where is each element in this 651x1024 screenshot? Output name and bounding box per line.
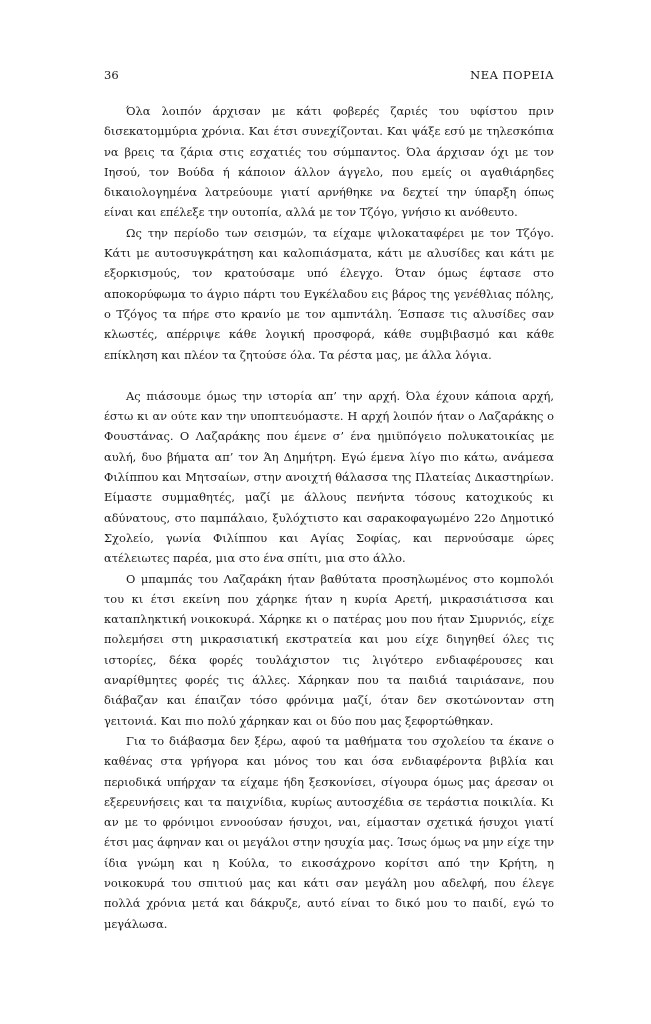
body-text xyxy=(104,101,554,934)
page-header xyxy=(104,68,554,84)
paragraph: Ο μπαμπάς του Λαζαράκη ήταν βαθύτατα προσηλωμένος στο κομπολόι του κι έτσι εκείνη που χάρηκε ήταν η κυρία Αρετή, μικρασιάτισσα και καταπληκτική νοικοκυρά. Χάρηκε κι ο πατέρας μου που ήταν Σμυρνιός, είχε πολεμήσει στη μικρασιατική εκστρατεία και μου είχε διηγηθεί όλες τις ιστορίες, δέκα φορές τουλάχιστον τις λιγότερο ενδιαφέρουσες και αναρίθμητες φορές τις άλλες. Χάρηκαν που τα παιδιά ταιριάσανε, που διάβαζαν και έπαιζαν τόσο φρόνιμα μαζί, όταν δεν σκοτώνονταν στη γειτονιά. Και πιο πολύ χάρηκαν και οι δύο που μας ξεφορτώθηκαν. xyxy=(104,571,554,728)
section-break xyxy=(104,365,554,386)
running-title: ΝΕΑ ΠΟΡΕΙΑ xyxy=(470,68,554,82)
paragraph: Ως την περίοδο των σεισμών, τα είχαμε ψιλοκαταφέρει με τον Τζόγο. Κάτι με αυτοσυγκράτηση και καλοπιάσματα, κάτι με αλυσίδες και κάτι με εξορκισμούς, τον κρατούσαμε υπό έλεγχο. Όταν όμως έφτασε στο αποκορύφωμα το άγριο πάρτι του Εγκέλαδου εις βάρος της γενέθλιας πόλης, ο Τζόγος τα πήρε στο κρανίο με τον αμπντάλη. Έσπασε τις αλυσίδες σαν κλωστές, απέρριψε κάθε λογική προσφορά, κάθε συμβιβασμό και κάθε επίκληση και πλέον τα ζητούσε όλα. Τα ρέστα μας, με άλλα λόγια. xyxy=(104,225,554,362)
page-number: 36 xyxy=(104,68,119,82)
paragraph: Για το διάβασμα δεν ξέρω, αφού τα μαθήματα του σχολείου τα έκανε ο καθένας στα γρήγορα και μόνος του και όσα ενδιαφέροντα βιβλία και περιοδικά υπήρχαν τα είχαμε ήδη ξεσκονίσει, σίγουρα όμως μας άρεσαν οι εξερευνήσεις και τα παιχνίδια, κυρίως αυτοσχέδια σε τεράστια ποικιλία. Κι αν με το φρόνιμοι εννοούσαν ήσυχοι, ναι, είμασταν σχετικά ήσυχοι γιατί έτσι μας άφηναν και οι μεγάλοι στην ησυχία μας. Ίσως όμως να μην είχε την ίδια γνώμη και η Κούλα, το εικοσάχρονο κορίτσι από την Κρήτη, η νοικοκυρά του σπιτιού μας και κάτι σαν μεγάλη μου αδελφή, που έλεγε πολλά χρόνια μετά και δάκρυζε, αυτό είναι το δικό μου το παιδί, εγώ το μεγάλωσα. xyxy=(104,733,554,931)
paragraph: Όλα λοιπόν άρχισαν με κάτι φοβερές ζαριές του υφίστου πριν δισεκατομμύρια χρόνια. Και έτσι συνεχίζονται. Και ψάξε εσύ με τηλεσκόπια να βρεις τα ζάρια στις εσχατιές του σύμπαντος. Όλα άρχισαν όχι με τον Ιησού, τον Βούδα ή κάποιον άλλον άγγελο, που εμείς οι αγαθιάρηδες δικαιολογημένα λατρεύουμε γιατί αρνήθηκε να δεχτεί την ύπαρξη όπως είναι και επέλεξε την ουτοπία, αλλά με τον Τζόγο, γνήσιο κι ανόθευτο. xyxy=(104,104,554,220)
paragraph: Ας πιάσουμε όμως την ιστορία απ’ την αρχή. Όλα έχουν κάποια αρχή, έστω κι αν ούτε καν την υποπτευόμαστε. Η αρχή λοιπόν ήταν ο Λαζαράκης ο Φουστάνας. Ο Λαζαράκης που έμενε σ’ ένα ημιϋπόγειο πολυκατοικίας με αυλή, δυο βήματα απ’ τον Άη Δημήτρη. Εγώ έμενα λίγο πιο κάτω, ανάμεσα Φιλίππου και Μητσαίων, στην ανοιχτή θάλασσα της Πλατείας Δικαστηρίων. Είμαστε συμμαθητές, μαζί με άλλους πενήντα τόσους κατοχικούς κι αδύνατους, στο παμπάλαιο, ξυλόχτιστο και σαρακοφαγωμένο 22ο Δημοτικό Σχολείο, γωνία Φιλίππου και Αγίας Σοφίας, και περνούσαμε ώρες ατέλειωτες παρέα, μια στο ένα σπίτι, μια στο άλλο. xyxy=(104,388,554,566)
